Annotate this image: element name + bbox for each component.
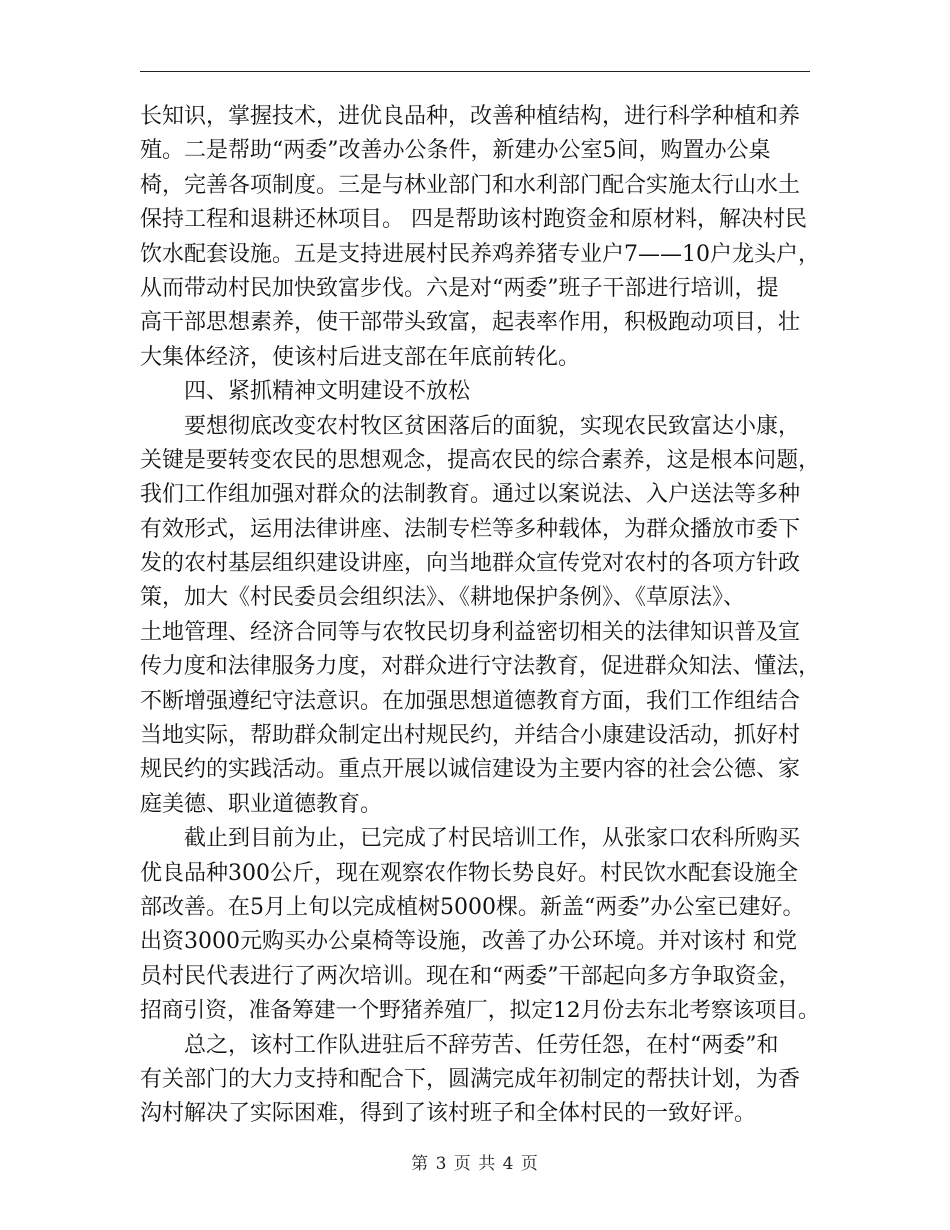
text-line: 我们工作组加强对群众的法制教育。通过以案说法、入户送法等多种 bbox=[140, 482, 801, 508]
text-line: 出资3000元购买办公桌椅等设施，改善了办公环境。并对该村 和党 bbox=[140, 929, 797, 955]
text-line: 有效形式，运用法律讲座、法制专栏等多种载体，为群众播放市委下 bbox=[140, 516, 801, 542]
text-line: 饮水配套设施。五是支持进展村民养鸡养猪专业户7——10户龙头户， bbox=[140, 241, 820, 267]
text-line: 有关部门的大力支持和配合下，圆满完成年初制定的帮扶计划，为香 bbox=[140, 1066, 801, 1092]
text-line: 策，加大《村民委员会组织法》、《耕地保护条例》、《草原法》、 bbox=[140, 585, 746, 611]
text-line: 大集体经济，使该村后进支部在年底前转化。 bbox=[140, 344, 581, 370]
text-line: 殖。二是帮助“两委”改善办公条件，新建办公室5间，购置办公桌 bbox=[140, 138, 771, 164]
text-line: 沟村解决了实际困难，得到了该村班子和全体村民的一致好评。 bbox=[140, 1101, 757, 1127]
text-line: 截止到目前为止，已完成了村民培训工作，从张家口农科所购买 bbox=[184, 826, 801, 852]
text-line: 庭美德、职业道德教育。 bbox=[140, 791, 383, 817]
header-rule bbox=[140, 71, 810, 72]
text-line: 传力度和法律服务力度，对群众进行守法教育，促进群众知法、懂法， bbox=[140, 654, 821, 680]
text-line: 当地实际，帮助群众制定出村规民约，并结合小康建设活动，抓好村 bbox=[140, 723, 801, 749]
text-line: 保持工程和退耕还林项目。 四是帮助该村跑资金和原材料，解决村民 bbox=[140, 207, 807, 233]
text-line: 从而带动村民加快致富步伐。六是对“两委”班子干部进行培训，提 bbox=[140, 275, 779, 301]
text-line: 关键是要转变农民的思想观念，提高农民的综合素养，这是根本问题， bbox=[140, 447, 821, 473]
text-line: 土地管理、经济合同等与农牧民切身利益密切相关的法律知识普及宣 bbox=[140, 619, 801, 645]
text-line: 椅，完善各项制度。三是与林业部门和水利部门配合实施太行山水土 bbox=[140, 172, 801, 198]
text-line: 部改善。在5月上旬以完成植树5000棵。新盖“两委”办公室已建好。 bbox=[140, 894, 805, 920]
text-line: 不断增强遵纪守法意识。在加强思想道德教育方面，我们工作组结合 bbox=[140, 688, 801, 714]
text-line: 高干部思想素养，使干部带头致富，起表率作用，积极跑动项目，壮 bbox=[140, 310, 801, 336]
text-line: 招商引资，准备筹建一个野猪养殖厂，拟定12月份去东北考察该项目。 bbox=[140, 998, 820, 1024]
text-line: 要想彻底改变农村牧区贫困落后的面貌，实现农民致富达小康， bbox=[184, 413, 801, 439]
section-heading: 四、紧抓精神文明建设不放松 bbox=[184, 379, 471, 405]
text-line: 规民约的实践活动。重点开展以诚信建设为主要内容的社会公德、家 bbox=[140, 757, 801, 783]
text-line: 发的农村基层组织建设讲座，向当地群众宣传党对农村的各项方针政 bbox=[140, 551, 801, 577]
document-body bbox=[140, 100, 820, 1132]
page-number: 第 3 页 共 4 页 bbox=[411, 1154, 539, 1174]
text-line: 优良品种300公斤，现在观察农作物长势良好。村民饮水配套设施全 bbox=[140, 860, 798, 886]
text-line: 总之，该村工作队进驻后不辞劳苦、任劳任怨，在村“两委”和 bbox=[184, 1032, 779, 1058]
text-line: 员村民代表进行了两次培训。现在和“两委”干部起向多方争取资金， bbox=[140, 963, 801, 989]
text-line: 长知识，掌握技术，进优良品种，改善种植结构，进行科学种植和养 bbox=[140, 104, 801, 129]
